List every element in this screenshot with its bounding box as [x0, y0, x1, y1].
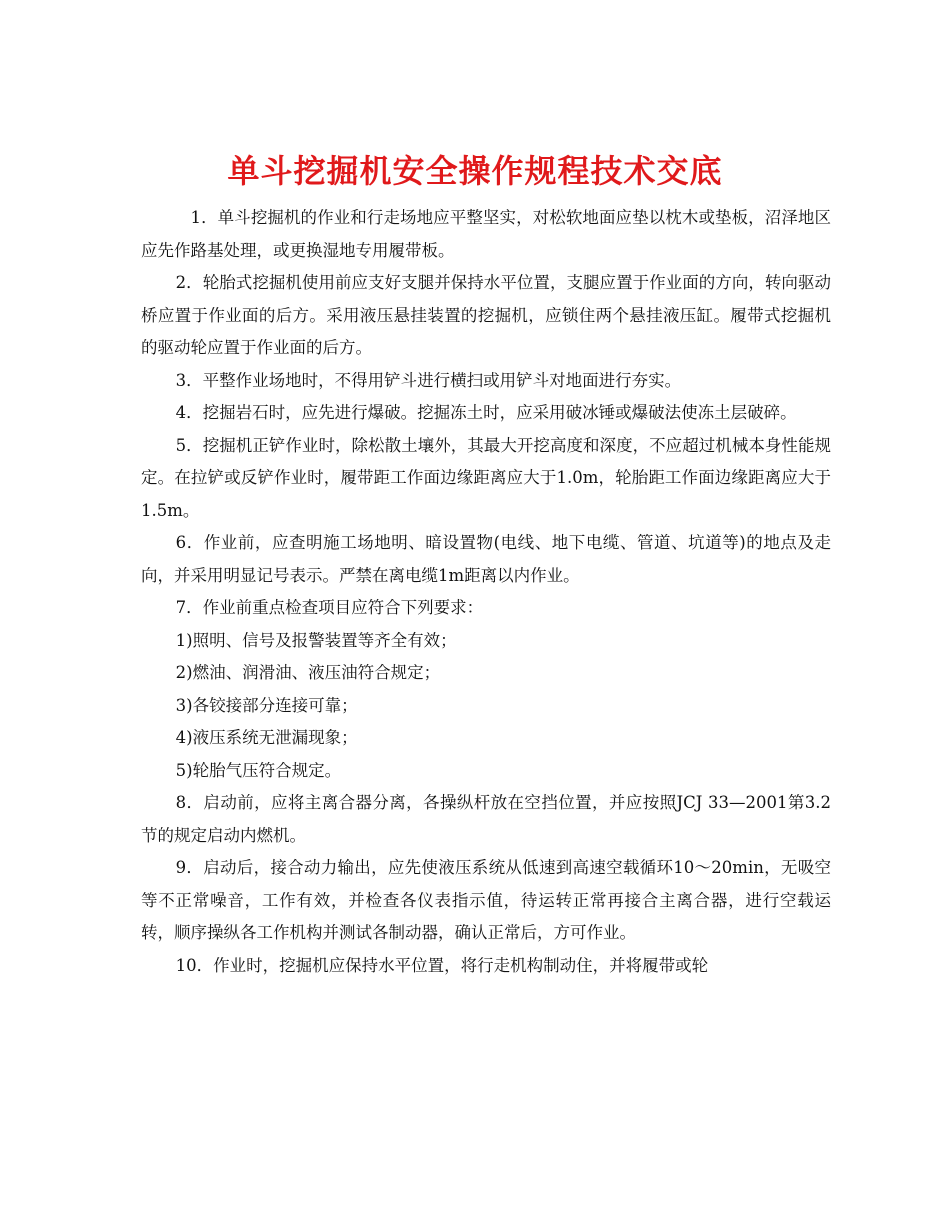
document-title: 单斗挖掘机安全操作规程技术交底: [227, 152, 723, 191]
paragraph-9: 9．启动后，接合动力输出，应先使液压系统从低速到高速空载循环10～20min，无吸空等不正常噪音，工作有效，并检查各仪表指示值，待运转正常再接合主离合器，进行空载运转，顺序操纵各工作机构并测试各制动器，确认正常后，方可作业。: [141, 858, 831, 942]
paragraph-2: 2．轮胎式挖掘机使用前应支好支腿并保持水平位置，支腿应置于作业面的方向，转向驱动桥应置于作业面的后方。采用液压悬挂装置的挖掘机，应锁住两个悬挂液压缸。履带式挖掘机的驱动轮应置于作业面的后方。: [141, 273, 831, 357]
list-item-3: 3)各铰接部分连接可靠；: [175, 695, 358, 715]
list-item-5: 5)轮胎气压符合规定。: [175, 760, 342, 780]
list-item-2: 2)燃油、润滑油、液压油符合规定；: [175, 663, 441, 682]
document-body: [141, 202, 831, 982]
paragraph-1: 1．单斗挖掘机的作业和行走场地应平整坚实，对松软地面应垫以枕木或垫板，沼泽地区应先作路基处理，或更换湿地专用履带板。: [141, 208, 831, 260]
paragraph-4: 4．挖掘岩石时，应先进行爆破。挖掘冻土时，应采用破冰锤或爆破法使冻土层破碎。: [175, 403, 797, 422]
paragraph-6: 6．作业前，应查明施工场地明、暗设置物(电线、地下电缆、管道、坑道等)的地点及走向，并采用明显记号表示。严禁在离电缆1m距离以内作业。: [141, 533, 831, 585]
paragraph-5: 5．挖掘机正铲作业时，除松散土壤外，其最大开挖高度和深度，不应超过机械本身性能规定。在拉铲或反铲作业时，履带距工作面边缘距离应大于1.0m，轮胎距工作面边缘距离应大于1.5m。: [141, 435, 831, 520]
paragraph-7: 7．作业前重点检查项目应符合下列要求：: [175, 598, 484, 617]
paragraph-3: 3．平整作业场地时，不得用铲斗进行横扫或用铲斗对地面进行夯实。: [175, 370, 682, 390]
list-item-1: 1)照明、信号及报警装置等齐全有效；: [175, 630, 457, 650]
paragraph-10: 10．作业时，挖掘机应保持水平位置，将行走机构制动住，并将履带或轮: [175, 955, 709, 975]
paragraph-8: 8．启动前，应将主离合器分离，各操纵杆放在空挡位置，并应按照JCJ 33—2001第3.2节的规定启动内燃机。: [141, 793, 831, 845]
list-item-4: 4)液压系统无泄漏现象；: [175, 728, 358, 747]
